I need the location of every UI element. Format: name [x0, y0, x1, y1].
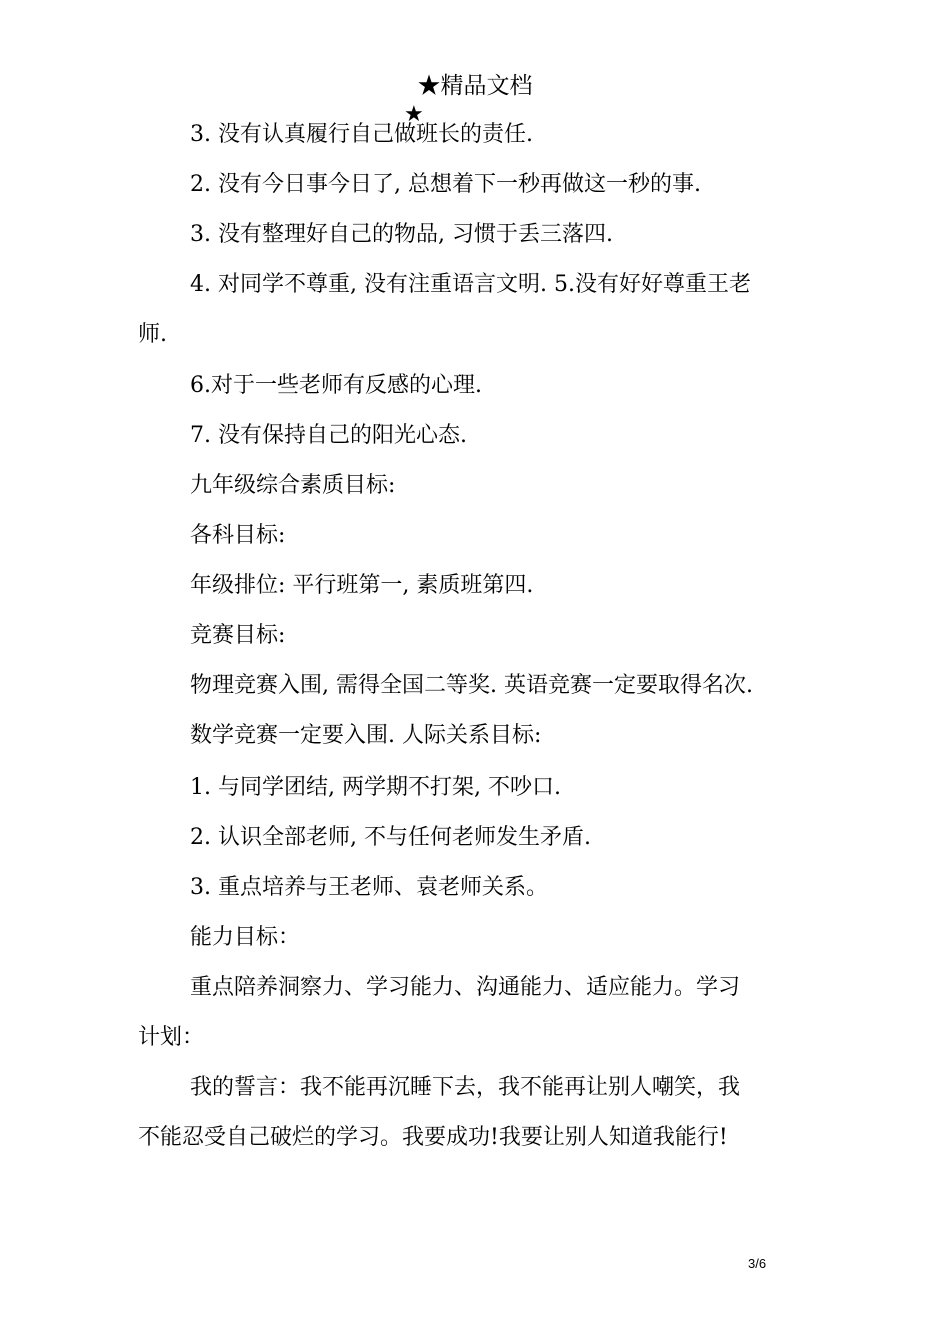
text-line: 计划：	[138, 1025, 205, 1050]
text-line: 3. 没有认真履行自己做班长的责任.	[190, 122, 533, 147]
text-line: 1. 与同学团结, 两学期不打架, 不吵口.	[190, 775, 561, 800]
text-line: 2. 没有今日事今日了, 总想着下一秒再做这一秒的事.	[190, 172, 701, 197]
text-line: 7. 没有保持自己的阳光心态.	[190, 423, 467, 448]
text-line: 数学竞赛一定要入围. 人际关系目标:	[190, 723, 542, 748]
text-line: 不能忍受自己破烂的学习。我要成功!我要让别人知道我能行!	[138, 1125, 728, 1150]
text-line: 重点陪养洞察力、学习能力、沟通能力、适应能力。学习	[190, 975, 741, 1000]
text-line: 物理竞赛入围, 需得全国二等奖. 英语竞赛一定要取得名次.	[190, 673, 753, 698]
text-line: 师.	[138, 322, 167, 347]
page-number: 3/6	[748, 1256, 767, 1271]
page-header-star: ★	[404, 102, 424, 127]
text-line: 能力目标：	[190, 925, 301, 950]
text-line: 4. 对同学不尊重, 没有注重语言文明. 5.没有好好尊重王老	[190, 272, 751, 297]
text-line: 2. 认识全部老师, 不与任何老师发生矛盾.	[190, 825, 591, 850]
text-line: 3. 重点培养与王老师、袁老师关系。	[190, 875, 548, 900]
text-line: 九年级综合素质目标:	[190, 473, 396, 498]
text-line: 3. 没有整理好自己的物品, 习惯于丢三落四.	[190, 222, 613, 247]
text-line: 我的誓言：我不能再沉睡下去，我不能再让别人嘲笑，我	[190, 1075, 741, 1100]
text-line: 竞赛目标:	[190, 623, 286, 648]
text-line: 各科目标:	[190, 523, 286, 548]
page-header-title: ★精品文档	[417, 73, 533, 99]
text-line: 年级排位: 平行班第一, 素质班第四.	[190, 573, 534, 598]
text-line: 6.对于一些老师有反感的心理.	[190, 373, 482, 398]
